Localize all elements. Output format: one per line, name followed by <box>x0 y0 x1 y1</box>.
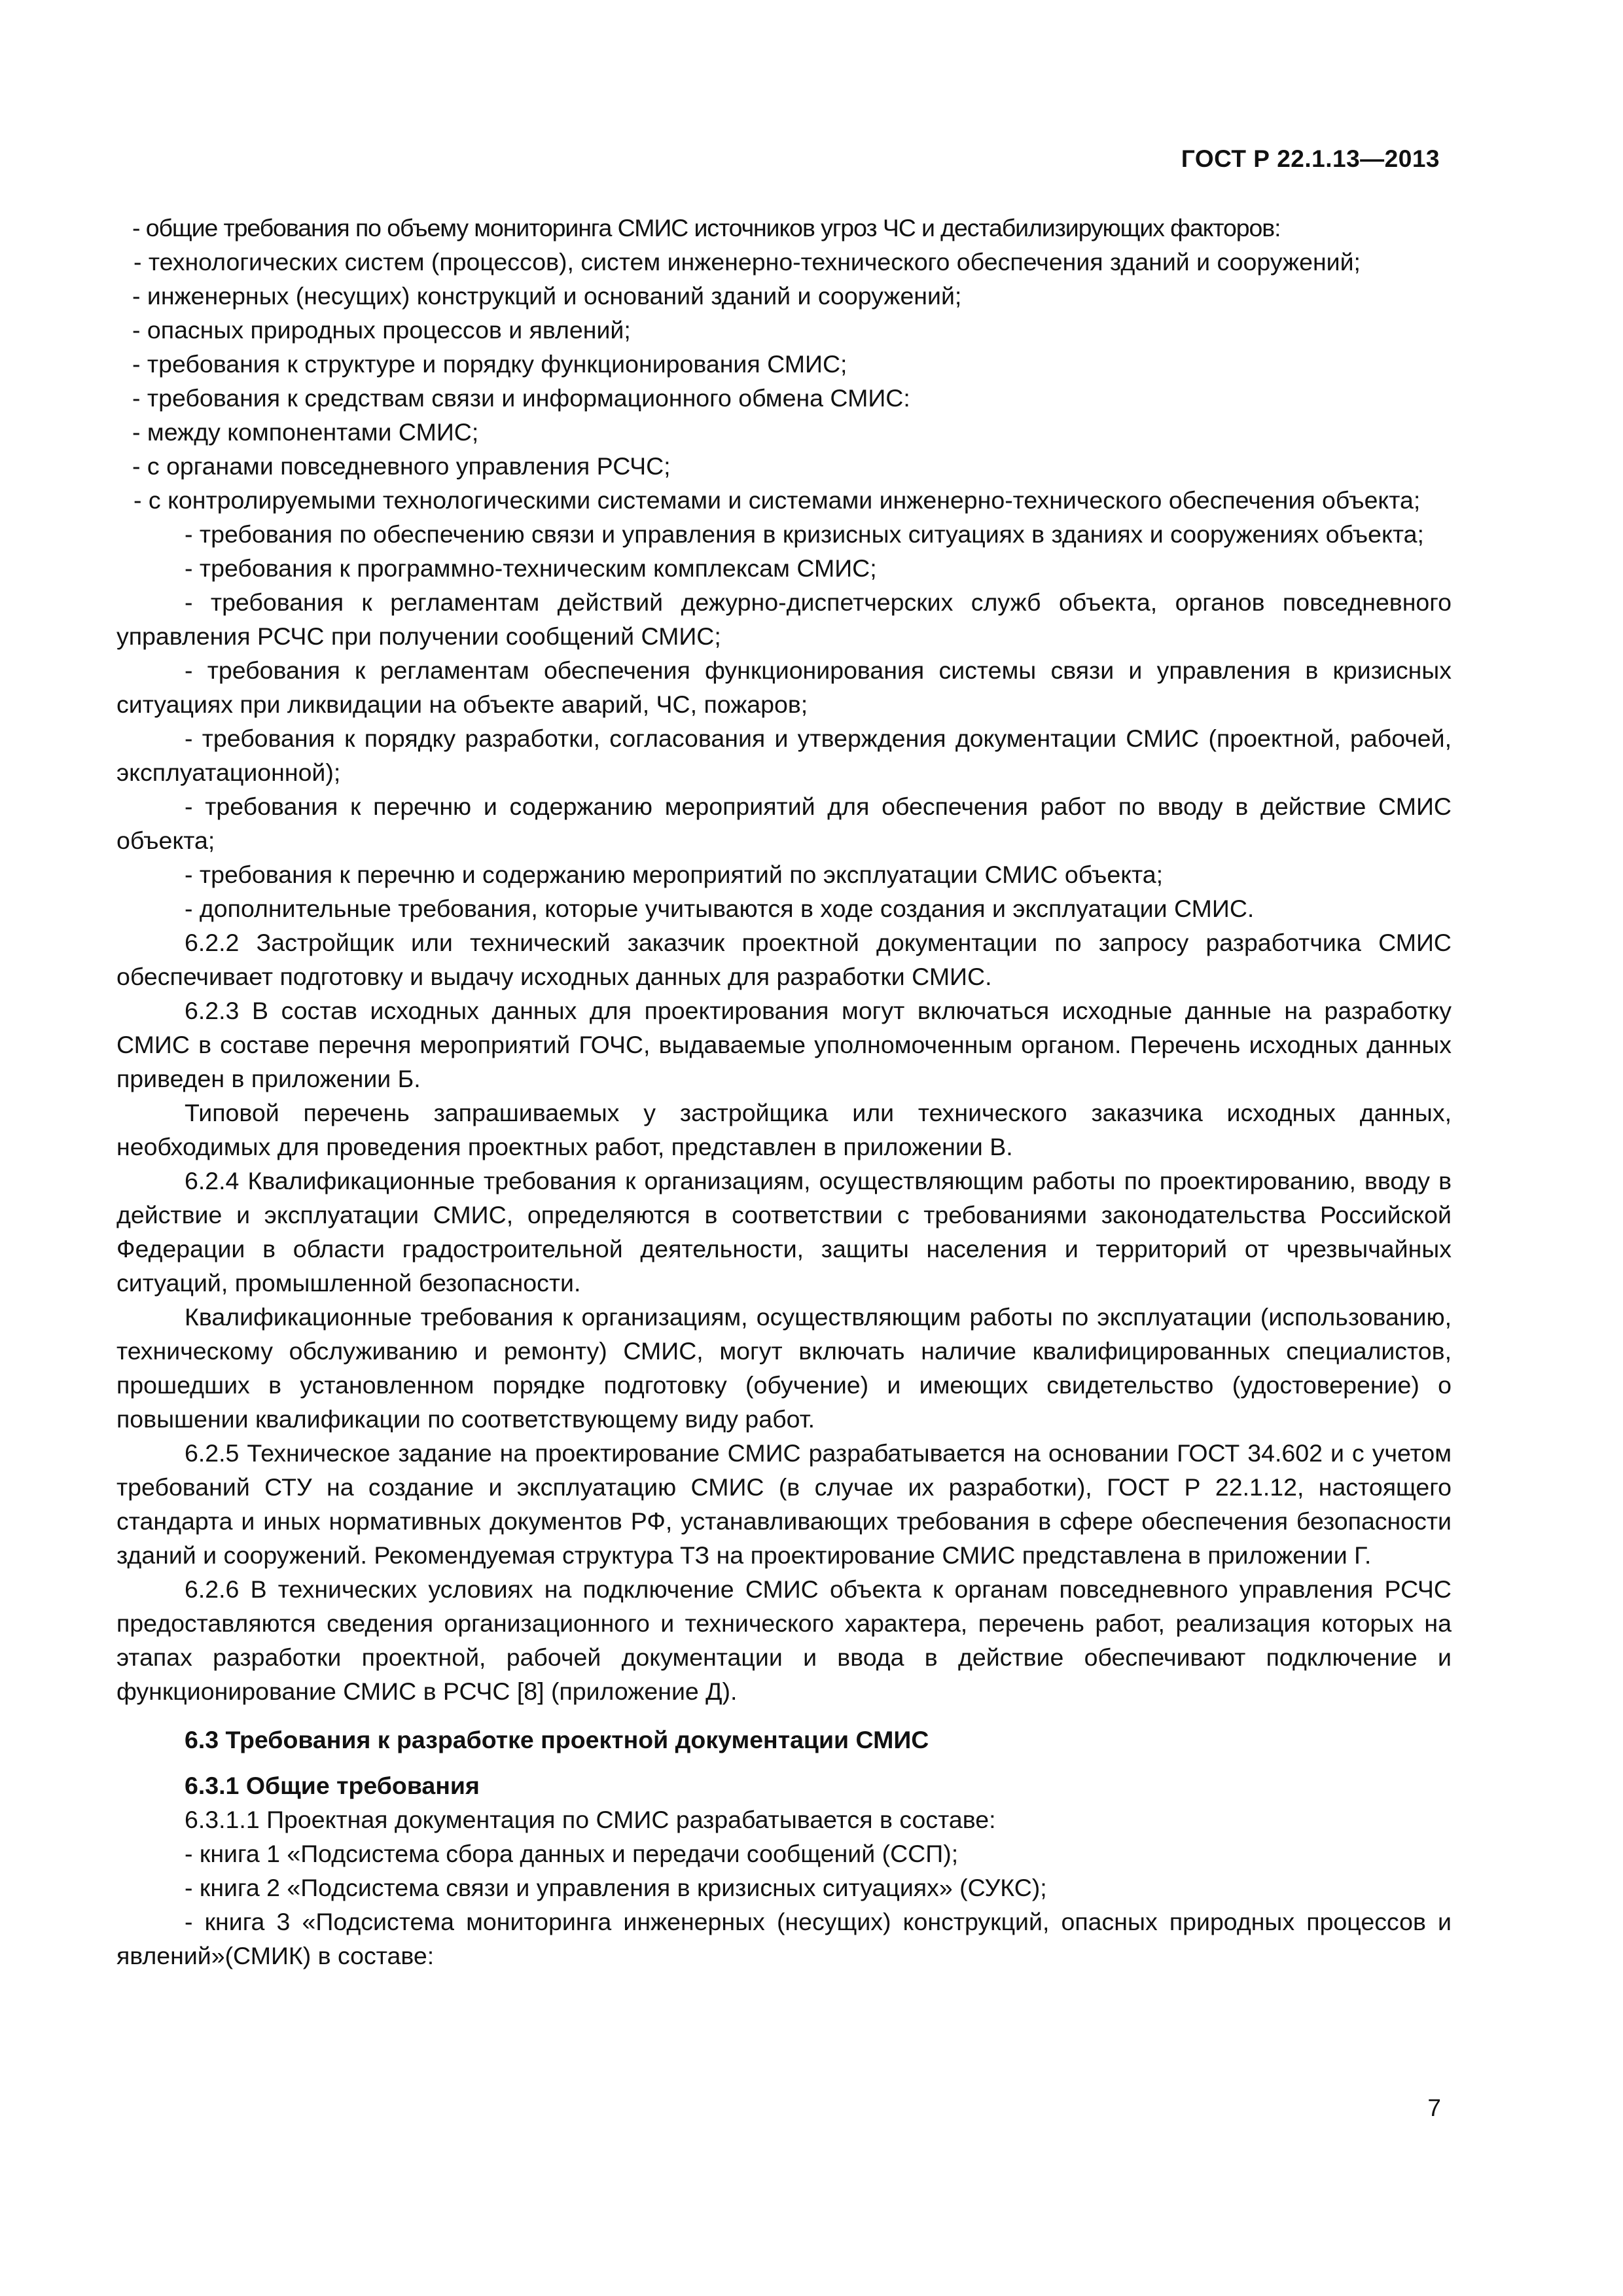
clause-paragraph: 6.2.3 В состав исходных данных для проектирования могут включаться исходные данные на разработку СМИС в составе перечня мероприятий ГОЧС, выдаваемые уполномоченным органом. Перечень исходных данных приведен в приложении Б. <box>116 997 1452 1092</box>
list-item: - требования к регламентам действий дежурно-диспетчерских служб объекта, органов повседневного управления РСЧС при получении сообщений СМИС; <box>116 588 1452 650</box>
running-header: ГОСТ Р 22.1.13—2013 <box>1181 145 1440 172</box>
list-item: - с органами повседневного управления РСЧС; <box>132 452 671 480</box>
list-item: - общие требования по объему мониторинга СМИС источников угроз ЧС и дестабилизирующих факторов: <box>132 214 1281 242</box>
list-item: - книга 3 «Подсистема мониторинга инженерных (несущих) конструкций, опасных природных процессов и явлений»(СМИК) в составе: <box>116 1908 1452 1969</box>
clause-paragraph: 6.2.4 Квалификационные требования к организациям, осуществляющим работы по проектированию, вводу в действие и эксплуатации СМИС, определяются в соответствии с требованиями законодательства Российской Федерации в области градостроительной деятельности, защиты населения и территорий от чрезвычайных ситуаций, промышленной безопасности. <box>116 1167 1452 1297</box>
list-item: - между компонентами СМИС; <box>132 418 479 446</box>
list-item: - требования к перечню и содержанию мероприятий по эксплуатации СМИС объекта; <box>185 861 1164 888</box>
list-item: - требования к перечню и содержанию мероприятий для обеспечения работ по вводу в действие СМИС объекта; <box>116 793 1452 854</box>
list-item: - книга 1 «Подсистема сбора данных и передачи сообщений (ССП); <box>185 1840 959 1867</box>
list-item: - требования к программно-техническим комплексам СМИС; <box>185 554 877 582</box>
clause-paragraph: 6.2.2 Застройщик или технический заказчик проектной документации по запросу разработчика СМИС обеспечивает подготовку и выдачу исходных данных для разработки СМИС. <box>116 929 1452 990</box>
list-item: - технологических систем (процессов), систем инженерно-технического обеспечения зданий и сооружений; <box>134 248 1361 276</box>
list-item: - требования к регламентам обеспечения функционирования системы связи и управления в кризисных ситуациях при ликвидации на объекте аварий, ЧС, пожаров; <box>116 656 1452 718</box>
list-item: - требования к средствам связи и информационного обмена СМИС: <box>132 384 910 412</box>
list-item: - требования к порядку разработки, согласования и утверждения документации СМИС (проектной, рабочей, эксплуатационной); <box>116 725 1452 786</box>
page-number: 7 <box>1427 2094 1441 2121</box>
list-item: - опасных природных процессов и явлений; <box>132 316 631 344</box>
body-text <box>116 211 1452 1973</box>
clause-paragraph: Квалификационные требования к организациям, осуществляющим работы по эксплуатации (использованию, техническому обслуживанию и ремонту) СМИС, могут включать наличие квалифицированных специалистов, прошедших в установленном порядке подготовку (обучение) и имеющих свидетельство (удостоверение) о повышении квалификации по соответствующему виду работ. <box>116 1303 1452 1433</box>
subsection-heading: 6.3.1 Общие требования <box>185 1772 480 1799</box>
list-item: - с контролируемыми технологическими системами и системами инженерно-технического обеспечения объекта; <box>134 486 1421 514</box>
list-item: - требования по обеспечению связи и управления в кризисных ситуациях в зданиях и сооружениях объекта; <box>185 520 1424 548</box>
clause-paragraph: 6.2.6 В технических условиях на подключение СМИС объекта к органам повседневного управления РСЧС предоставляются сведения организационного и технического характера, перечень работ, реализация которых на этапах разработки проектной, рабочей документации и ввода в действие обеспечивают подключение и функционирование СМИС в РСЧС [8] (приложение Д). <box>116 1575 1452 1705</box>
clause-paragraph: 6.3.1.1 Проектная документация по СМИС разрабатывается в составе: <box>185 1806 996 1833</box>
list-item: - требования к структуре и порядку функционирования СМИС; <box>132 350 847 378</box>
clause-paragraph: 6.2.5 Техническое задание на проектирование СМИС разрабатывается на основании ГОСТ 34.602 и с учетом требований СТУ на создание и эксплуатацию СМИС (в случае их разработки), ГОСТ Р 22.1.12, настоящего стандарта и иных нормативных документов РФ, устанавливающих требования в сфере обеспечения безопасности зданий и сооружений. Рекомендуемая структура ТЗ на проектирование СМИС представлена в приложении Г. <box>116 1439 1452 1569</box>
list-item: - дополнительные требования, которые учитываются в ходе создания и эксплуатации СМИС. <box>185 895 1255 922</box>
section-heading: 6.3 Требования к разработке проектной документации СМИС <box>185 1726 929 1753</box>
list-item: - книга 2 «Подсистема связи и управления в кризисных ситуациях» (СУКС); <box>185 1874 1047 1901</box>
list-item: - инженерных (несущих) конструкций и оснований зданий и сооружений; <box>132 282 962 310</box>
clause-paragraph: Типовой перечень запрашиваемых у застройщика или технического заказчика исходных данных, необходимых для проведения проектных работ, представлен в приложении В. <box>116 1099 1452 1160</box>
